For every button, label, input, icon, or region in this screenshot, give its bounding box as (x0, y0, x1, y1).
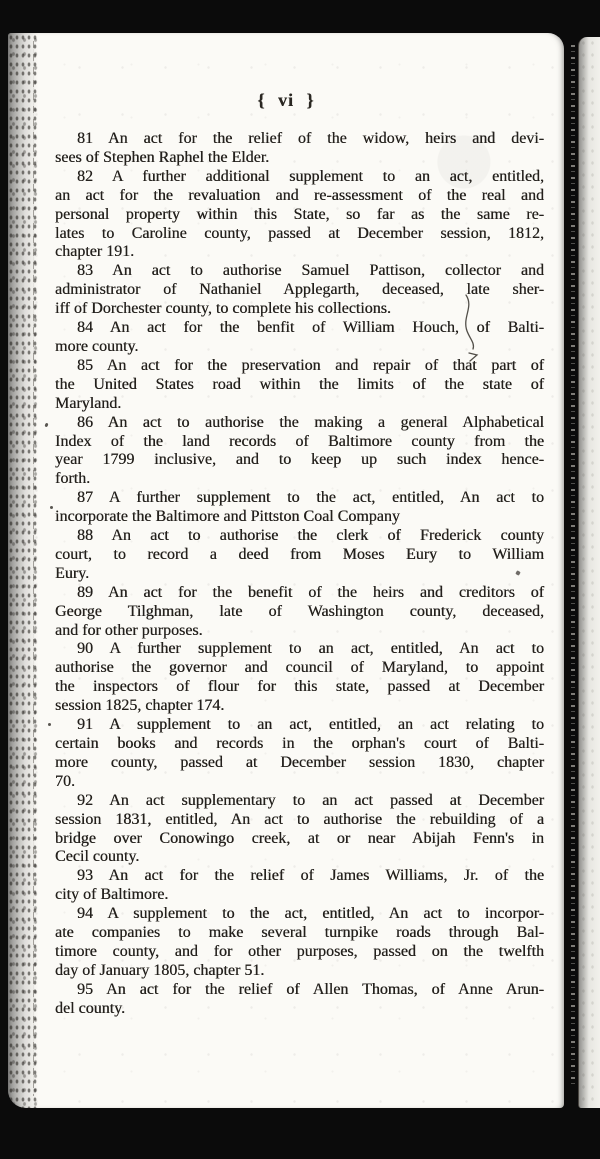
act-line: chapter 191. (55, 243, 135, 261)
act-line: city of Baltimore. (55, 886, 169, 904)
act-entry (55, 168, 544, 263)
act-entry (55, 981, 544, 1019)
page-number-header: { vi } (257, 90, 315, 110)
gutter-text-edge (571, 45, 575, 1089)
act-line: sees of Stephen Raphel the Elder. (55, 148, 270, 166)
act-entry (55, 640, 544, 716)
scanned-page (8, 33, 564, 1108)
act-line: lates to Caroline county, passed at December session, 1812, (55, 224, 544, 242)
act-line: Eury. (55, 564, 90, 582)
act-line: session 1825, chapter 174. (55, 697, 225, 715)
act-line: an act for the revaluation and re-assessment of the real and (55, 186, 544, 204)
act-line: 82 A further additional supplement to an act, entitled, (77, 167, 544, 185)
act-line: more county. (55, 337, 139, 355)
act-line: authorise the governor and council of Maryland, to appoint (55, 659, 544, 677)
act-line: Cecil county. (55, 848, 140, 866)
act-line: 95 An act for the relief of Allen Thomas, of Anne Arun- (77, 980, 544, 998)
act-line: 92 An act supplementary to an act passed at December (77, 791, 544, 809)
act-line: 94 A supplement to the act, entitled, An act to incorpor- (77, 905, 544, 923)
act-line: 70. (55, 772, 75, 790)
act-line: day of January 1805, chapter 51. (55, 961, 265, 979)
act-line: 91 A supplement to an act, entitled, an act relating to (77, 716, 544, 734)
act-line: 86 An act to authorise the making a general Alphabetical (77, 413, 544, 431)
act-line: 88 An act to authorise the clerk of Frederick county (77, 527, 544, 545)
act-entry (55, 319, 544, 357)
act-line: incorporate the Baltimore and Pittston Coal Company (55, 508, 400, 526)
act-line: forth. (55, 470, 91, 488)
act-line: 81 An act for the relief of the widow, heirs and devi- (77, 130, 544, 147)
act-line: iff of Dorchester county, to complete his collections. (55, 300, 391, 318)
act-entry (55, 357, 544, 414)
act-entry (55, 262, 544, 319)
act-entry (55, 130, 544, 168)
act-line: Index of the land records of Baltimore county from the (55, 432, 544, 450)
act-line: the United States road within the limits of the state of (55, 375, 544, 393)
act-list (8, 130, 564, 1019)
act-line: and for other purposes. (55, 621, 203, 639)
act-line: 93 An act for the relief of James Williams, Jr. of the (77, 867, 544, 885)
act-line: 87 A further supplement to the act, entitled, An act to (77, 489, 544, 507)
act-line: del county. (55, 999, 126, 1017)
adjacent-page-edge (578, 37, 600, 1108)
act-line: 83 An act to authorise Samuel Pattison, collector and (77, 262, 544, 280)
act-entry (55, 792, 544, 868)
act-line: certain books and records in the orphan's court of Balti- (55, 735, 544, 752)
act-entry (55, 716, 544, 792)
act-line: year 1799 inclusive, and to keep up such index hence- (55, 451, 544, 469)
act-entry (55, 867, 544, 905)
act-line: court, to record a deed from Moses Eury to William (55, 545, 544, 563)
act-line: ate companies to make several turnpike roads through Bal- (55, 924, 544, 942)
act-line: 85 An act for the preservation and repair of that part of (77, 356, 544, 374)
act-entry (55, 905, 544, 981)
act-line: Maryland. (55, 394, 122, 412)
act-entry (55, 489, 544, 527)
act-line: more county, passed at December session 1830, chapter (55, 753, 544, 771)
act-line: the inspectors of flour for this state, passed at December (55, 678, 544, 696)
act-line: 89 An act for the benefit of the heirs and creditors of (77, 583, 544, 601)
act-line: timore county, and for other purposes, passed on the twelfth (55, 942, 544, 960)
act-line: personal property within this State, so far as the same re- (55, 205, 544, 223)
act-line: administrator of Nathaniel Applegarth, deceased, late sher- (55, 281, 544, 299)
act-line: George Tilghman, late of Washington county, deceased, (55, 602, 544, 620)
act-entry (55, 527, 544, 584)
act-line: session 1831, entitled, An act to authorise the rebuilding of a (55, 810, 544, 828)
act-entry (55, 414, 544, 490)
act-line: 84 An act for the benfit of William Houch, of Balti- (77, 319, 544, 337)
act-line: 90 A further supplement to an act, entitled, An act to (77, 640, 544, 658)
act-line: bridge over Conowingo creek, at or near Abijah Fenn's in (55, 829, 544, 847)
act-entry (55, 584, 544, 641)
